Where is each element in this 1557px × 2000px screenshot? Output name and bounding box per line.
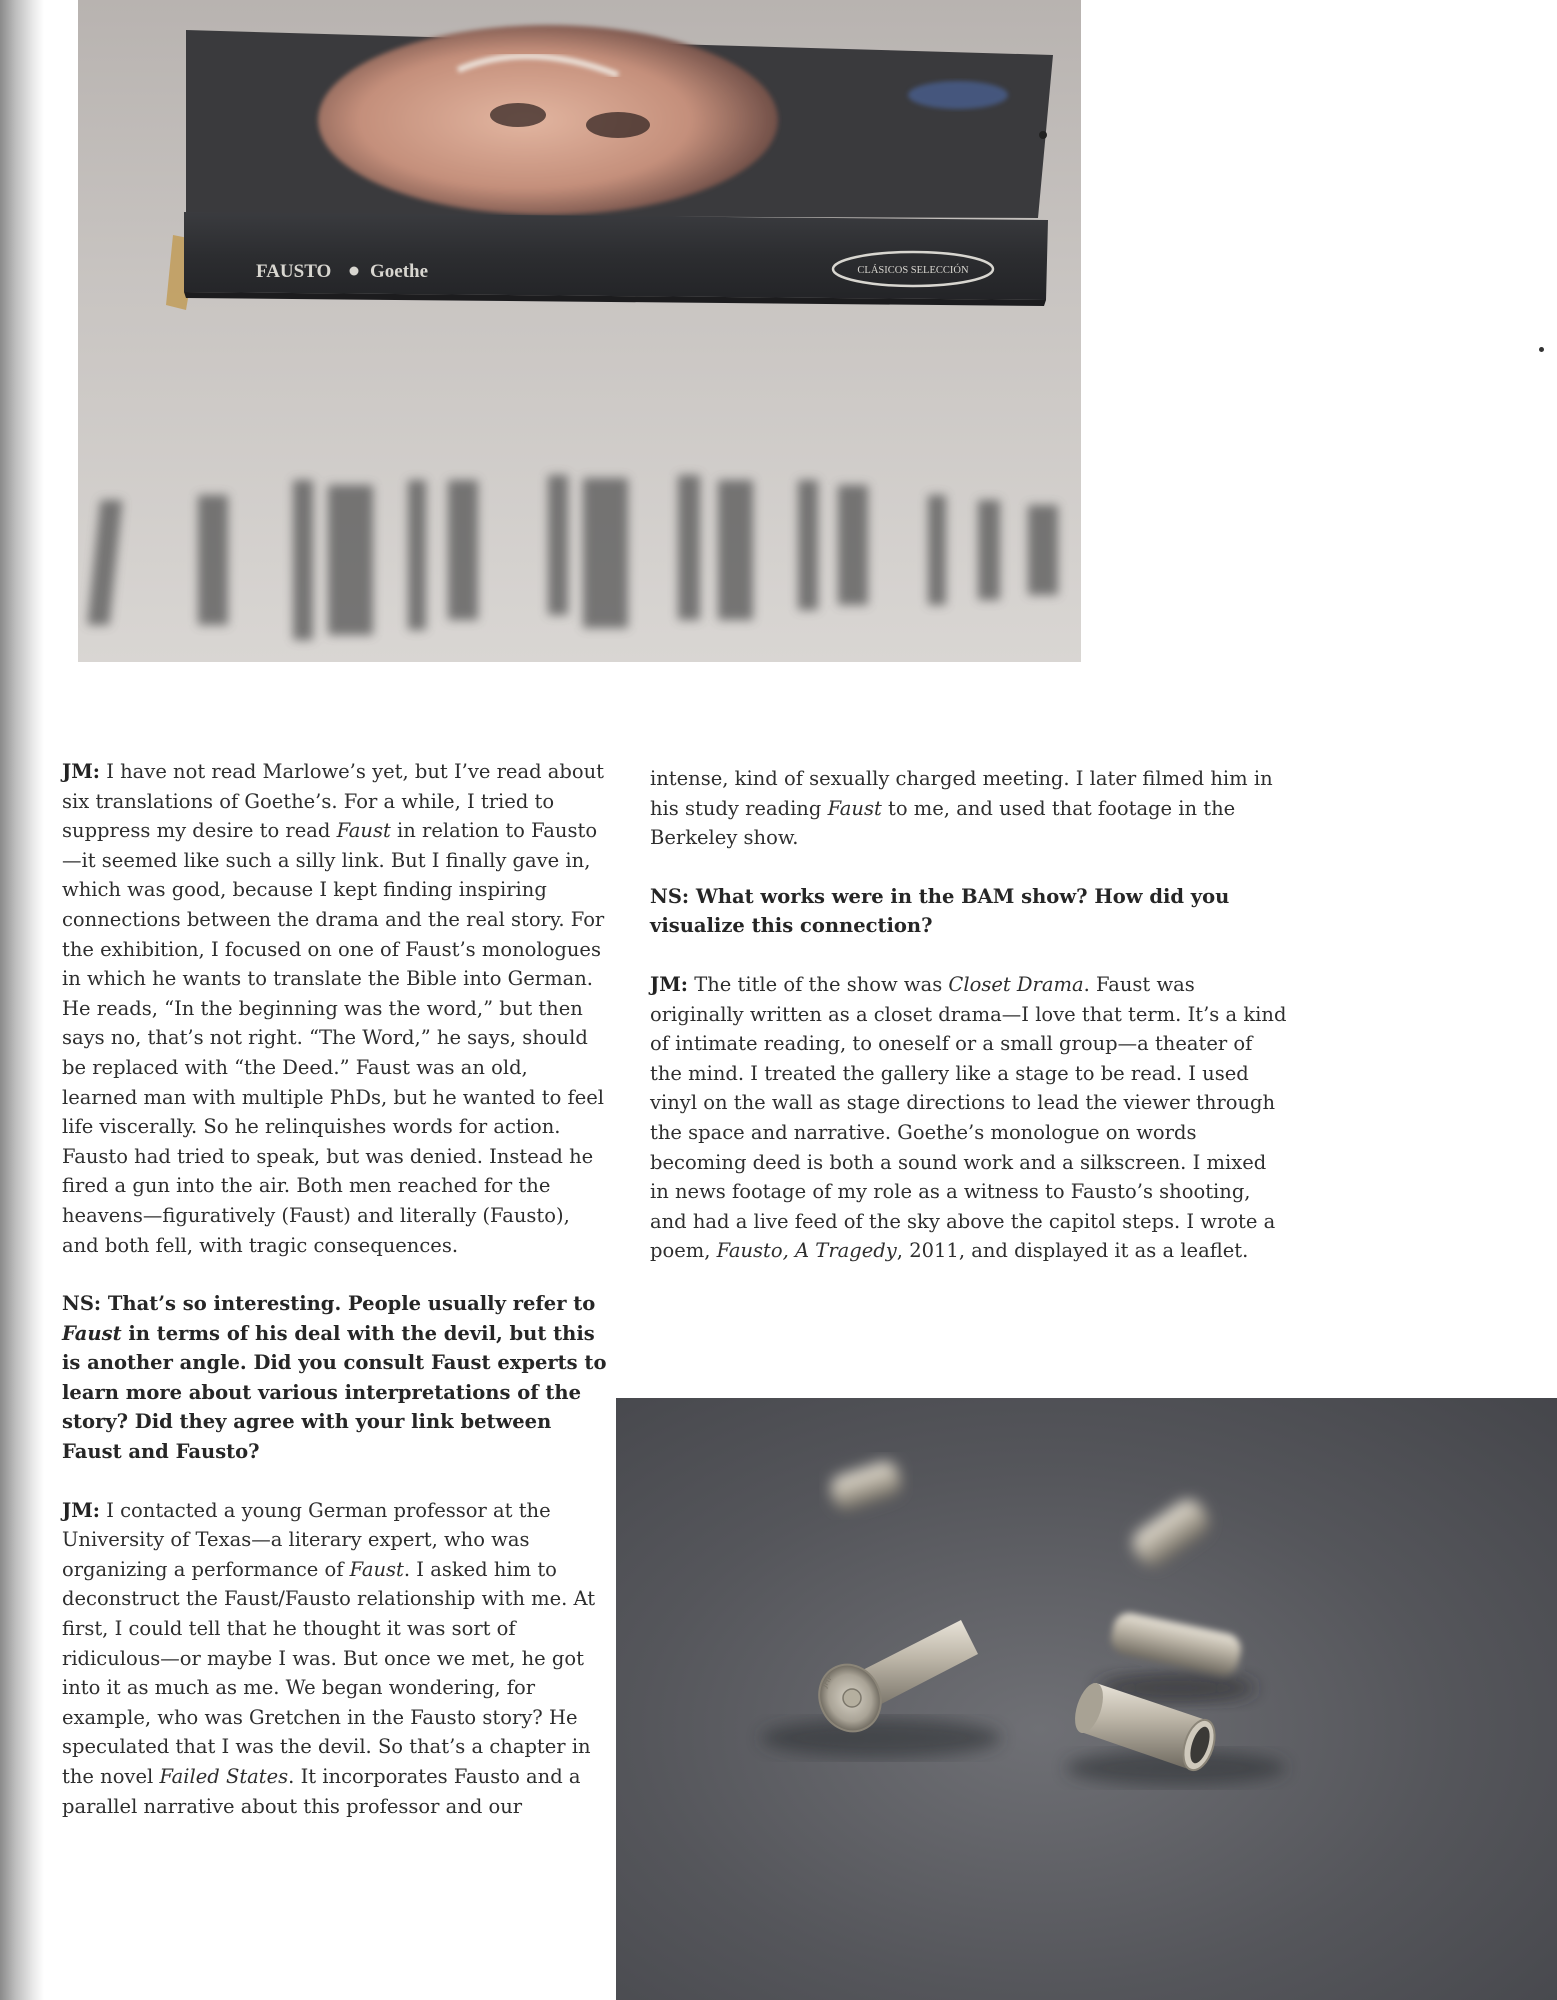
paragraph-text: intense, kind of sexually charged meeting. I later filmed him in his study reading (650, 767, 1273, 820)
headstamp-text: JHP (819, 1673, 835, 1689)
question-text: What works were in the BAM show? How did you visualize this connection? (650, 884, 1230, 938)
question-paragraph-1 (62, 1289, 607, 1467)
answer-paragraph-2 (62, 1496, 607, 1822)
speaker-label: JM: (650, 972, 689, 996)
paragraph-text: The title of the show was (688, 972, 949, 996)
speaker-label: JM: (62, 760, 101, 783)
answer-paragraph-continued (650, 764, 1290, 853)
bullet-casings-photo (616, 1398, 1557, 2000)
italic-title: Faust (62, 1321, 122, 1345)
italic-title: Failed States (159, 1765, 289, 1788)
question-text: That’s so interesting. People usually refer to (101, 1292, 596, 1316)
spine-title: FAUSTO (256, 261, 332, 282)
speaker-label: NS: (62, 1292, 102, 1316)
paragraph-text: I contacted a young German professor at the University of Texas—a literary expert, who was organizing a performance of (62, 1498, 551, 1581)
bullet-casings-drawing (616, 1398, 1557, 2000)
question-paragraph-2 (650, 882, 1290, 941)
italic-title: Closet Drama (948, 972, 1084, 996)
speaker-label: JM: (62, 1498, 101, 1522)
paragraph-text: in relation to Fausto—it seemed like such a silly link. But I finally gave in, which was good, because I kept finding inspiring connections between the drama and the real story. For the exhibition, I focused on one of Faust’s monologues in which he wants to translate the Bible into German. He reads, “In the beginning was the word,” but then says no, that’s not right. “The Word,” he says, should be replaced with “the Deed.” Faust was an old, learned man with multiple PhDs, but he wanted to feel life viscerally. So he relinquishes words for action. Fausto had tried to speak, but was denied. Instead he fired a gun into the air. Both men reached for the heavens—figuratively (Faust) and literally (Fausto), and both fell, with tragic consequences. (62, 819, 605, 1257)
casing-far-right (1127, 1494, 1215, 1573)
answer-paragraph-1 (62, 757, 607, 1260)
casing-mid (1096, 1610, 1256, 1704)
book-photo-drawing (78, 0, 1081, 662)
page-gutter-shadow (0, 0, 44, 2000)
paragraph-text: to me, and used that footage in the Berkeley show. (650, 796, 1236, 850)
speaker-label: NS: (650, 884, 690, 908)
answer-paragraph-3 (650, 970, 1290, 1266)
casing-far-left (827, 1458, 905, 1514)
paragraph-text: . Faust was originally written as a closet drama—I love that term. It’s a kind of intimate reading, to oneself or a small group—a theater of the mind. I treated the gallery like a stage to be read. I used vinyl on the wall as stage directions to lead the viewer through the space and narrative. Goethe’s monologue on words becoming deed is both a sound work and a silkscreen. I mixed in news footage of my role as a witness to Fausto’s shooting, and had a live feed of the sky above the capitol steps. I wrote a poem, (650, 972, 1287, 1263)
paragraph-text: , 2011, and displayed it as a leaflet. (896, 1239, 1249, 1263)
spine-badge-text: CLÁSICOS SELECCIÓN (857, 265, 969, 276)
book-photo (78, 0, 1081, 662)
paragraph-text: I have not read Marlowe’s yet, but I’ve read about six translations of Goethe’s. For a while, I tried to suppress my desire to read (62, 760, 605, 843)
article-column-left (62, 757, 607, 1850)
italic-title: Fausto, A Tragedy (716, 1239, 897, 1263)
italic-title: Faust (336, 819, 391, 843)
spine-bullet (350, 267, 359, 276)
spine-author: Goethe (370, 261, 429, 282)
article-column-right (650, 764, 1290, 1295)
paragraph-text: . It incorporates Fausto and a parallel narrative about this professor and our (62, 1765, 581, 1818)
paragraph-text: . I asked him to deconstruct the Faust/Fausto relationship with me. At first, I could tell that he thought it was sort of ridiculous—or maybe I was. But once we met, he got into it as much as me. We began wondering, for example, who was Gretchen in the Fausto story? He speculated that I was the devil. So that’s a chapter in the novel (62, 1557, 596, 1788)
casing-front-left (761, 1620, 1001, 1758)
italic-title: Faust (827, 796, 882, 820)
paper-speck (1539, 347, 1544, 352)
question-text: in terms of his deal with the devil, but this is another angle. Did you consult Faust experts to learn more about various interpretations of the story? Did they agree with your link between Faust and Fausto? (62, 1321, 607, 1464)
italic-title: Faust (349, 1557, 404, 1581)
